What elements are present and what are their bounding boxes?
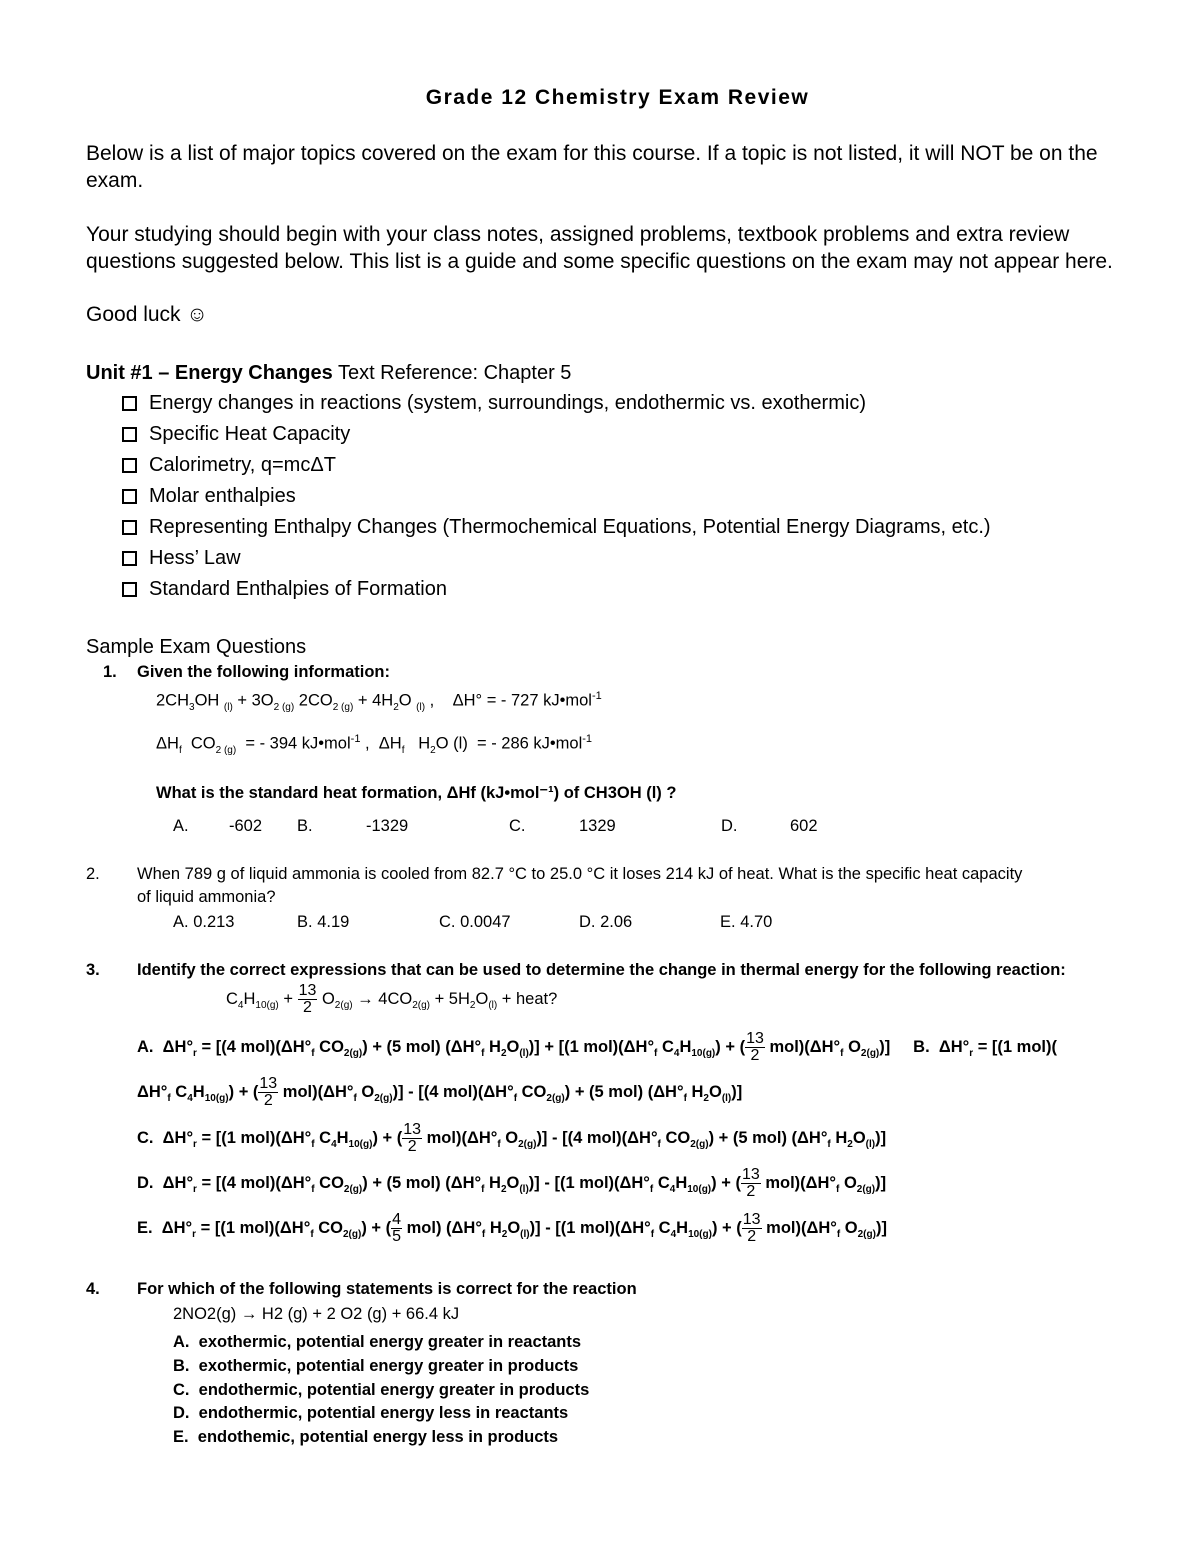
question-prompt: What is the standard heat formation, ΔHf (kJ•mol⁻¹) of CH3OH (l) ?	[156, 784, 677, 802]
intro-paragraph: Below is a list of major topics covered on the exam for this course. If a topic is not listed, it will NOT be on the exam.	[86, 142, 1098, 192]
reaction-equation: 2NO2(g) → H2 (g) + 2 O2 (g) + 66.4 kJ	[173, 1305, 460, 1323]
question-stem: When 789 g of liquid ammonia is cooled from 82.7 °C to 25.0 °C it loses 214 kJ of heat. What is the specific heat capacity	[137, 865, 1023, 883]
unit-reference: Text Reference: Chapter 5	[332, 362, 572, 384]
topic-item[interactable]: Standard Enthalpies of Formation	[122, 578, 447, 601]
topic-item[interactable]: Hess’ Law	[122, 547, 241, 570]
choice-text: 1329	[579, 817, 616, 835]
choice-label: C.	[509, 817, 526, 835]
topic-item[interactable]: Representing Enthalpy Changes (Thermochemical Equations, Potential Energy Diagrams, etc.)	[122, 516, 991, 539]
topic-item[interactable]: Energy changes in reactions (system, surroundings, endothermic vs. exothermic)	[122, 392, 866, 415]
checkbox-icon[interactable]	[122, 489, 137, 504]
reaction-equation: $C_4H_{10(g)}$ + $\frac{13}{2}$ $O_{2(g)} \to 4CO_{2(g)} + 5H_2O_{(l)}$ + heat?	[226, 982, 558, 1016]
topic-item[interactable]: Calorimetry, q=mcΔT	[122, 454, 336, 477]
study-paragraph: Your studying should begin with your class notes, assigned problems, textbook problems and extra review questions suggested below. This list is a guide and some specific questions on the exam may not appear here.	[86, 223, 1113, 273]
sample-heading: Sample Exam Questions	[86, 636, 307, 658]
choice-text: -1329	[366, 817, 409, 835]
choice-item: C. 0.0047	[439, 913, 511, 931]
question-number: 4.	[86, 1280, 100, 1298]
topic-item[interactable]: Specific Heat Capacity	[122, 423, 350, 446]
question-stem: For which of the following statements is correct for the reaction	[137, 1280, 637, 1298]
question-number: 3.	[86, 961, 100, 979]
unit-title: Unit #1 – Energy Changes	[86, 362, 333, 384]
option-e: E. $\Delta H^\circ_r = [(1$ $mol)(\Delta H^\circ_f$ $CO_{2(g)}$) + ( $\frac{4}{5}$ mol) ($\Delta H^\circ_f$ $H_2O_{(l)})] - [(1$ $mol)(\Delta H^\circ_f$ $C_4H_{10(g)}$) + ( $\frac{13}{2}$ $mol)(\Delta H^\circ_f$ $O_{2(g)}$)]	[137, 1211, 887, 1245]
checkbox-icon[interactable]	[122, 396, 137, 411]
question-number: 1.	[103, 663, 117, 681]
question-number: 2.	[86, 865, 100, 883]
good-luck: Good luck ☺	[86, 303, 208, 326]
choice-item: A. exothermic, potential energy greater in reactants	[173, 1333, 582, 1351]
choice-item: D. endothermic, potential energy less in reactants	[173, 1404, 569, 1422]
option-c: C. $\Delta H^\circ_r = [(1$ $mol)(\Delta H^\circ_f$ $C_4H_{10(g)}$) + ( $\frac{13}{2}$ $mol)(\Delta H^\circ_f$ $O_{2(g)})] - [(4$ $mol)(\Delta H^\circ_f$ $CO_{2(g)}) + (5$ mol) ($\Delta H^\circ_f$ $H_2O_{(l)}$)]	[137, 1121, 887, 1155]
choice-item: D. 2.06	[579, 913, 633, 931]
choice-text: -602	[229, 817, 263, 835]
equation: $\Delta H_f$ $CO_{2 (g)}$ = - 394 kJ•mol$^{-1}$ , $\Delta H_f$ $H_2O$ (l) = - 286 kJ•mol$^{-1}$	[156, 733, 593, 756]
checkbox-icon[interactable]	[122, 520, 137, 535]
choice-text: 602	[790, 817, 818, 835]
question-stem: Given the following information:	[137, 663, 390, 681]
choice-item: E. endothemic, potential energy less in products	[173, 1428, 559, 1446]
choice-item: B. 4.19	[297, 913, 350, 931]
choice-item: A. 0.213	[173, 913, 235, 931]
question-stem-line2: of liquid ammonia?	[137, 888, 276, 906]
choice-item: E. 4.70	[720, 913, 773, 931]
option-b-cont: $\Delta H^\circ_f$ $C_4H_{10(g)}$) + ( $\frac{13}{2}$ $mol)(\Delta H^\circ_f$ $O_{2(g)})] - [(4$ $mol)(\Delta H^\circ_f$ $CO_{2(g)}) + (5$ mol) ($\Delta H^\circ_f$ $H_2O_{(l)}$)]	[137, 1075, 743, 1109]
unit-heading	[86, 362, 571, 385]
choice-label: D.	[721, 817, 738, 835]
checkbox-icon[interactable]	[122, 458, 137, 473]
choice-label: B.	[297, 817, 313, 835]
question-stem: Identify the correct expressions that can be used to determine the change in thermal energy for the following reaction:	[137, 961, 1066, 979]
equation: $2CH_3OH$ $_{(l)} + 3O_{2 (g)}$ $2CO_{2 (g)} + 4H_2O$ $_{(l)}$ , ΔH° = - 727 kJ•mol$^{-1}$	[156, 690, 602, 713]
topic-item[interactable]: Molar enthalpies	[122, 485, 296, 508]
checkbox-icon[interactable]	[122, 427, 137, 442]
choice-label: A.	[173, 817, 189, 835]
choice-item: C. endothermic, potential energy greater in products	[173, 1381, 590, 1399]
page-title: Grade 12 Chemistry Exam Review	[425, 86, 810, 109]
checkbox-icon[interactable]	[122, 551, 137, 566]
checkbox-icon[interactable]	[122, 582, 137, 597]
option-d: D. $\Delta H^\circ_r = [(4$ $mol)(\Delta H^\circ_f$ $CO_{2(g)}) + (5$ mol) ($\Delta H^\circ_f$ $H_2O_{(l)})] - [(1$ $mol)(\Delta H^\circ_f$ $C_4H_{10(g)}$) + ( $\frac{13}{2}$ $mol)(\Delta H^\circ_f$ $O_{2(g)}$)]	[137, 1166, 887, 1200]
option-a: A. $\Delta H^\circ_r = [(4$ $mol)(\Delta H^\circ_f$ $CO_{2(g)}) + (5$ mol) ($\Delta H^\circ_f$ $H_2O_{(l)})] + [(1$ $mol)(\Delta H^\circ_f$ $C_4H_{10(g)}$) + ( $\frac{13}{2}$ $mol)(\Delta H^\circ_f$ $O_{2(g)}$)] B. $\Delta H^\circ_r = [(1$ mol)(	[137, 1030, 1058, 1064]
choice-item: B. exothermic, potential energy greater in products	[173, 1357, 579, 1375]
